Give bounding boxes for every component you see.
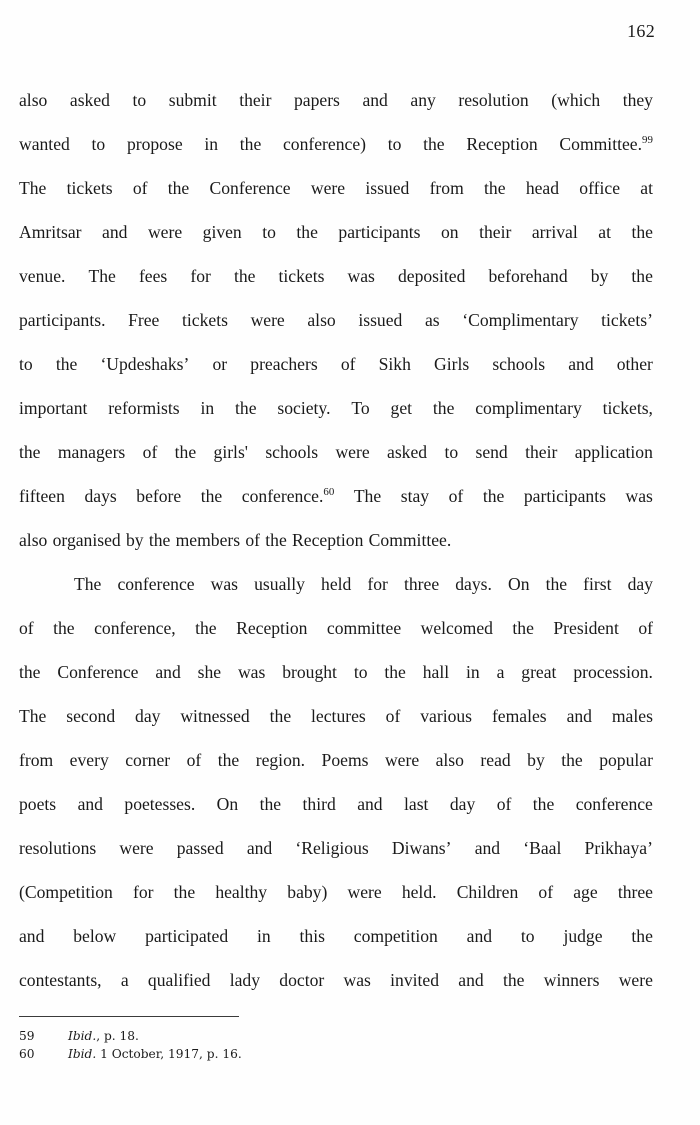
word: Conference [57,662,139,682]
word: the [259,794,282,814]
word: ‘Baal [523,838,562,858]
word: participated [145,926,229,946]
word: the [200,486,223,506]
word: reformists [108,398,180,418]
word: beforehand [488,266,568,286]
word: the [195,618,217,638]
word: organised [52,530,121,550]
text-line [19,606,653,650]
word: papers [293,90,340,110]
text-line [19,782,653,826]
word: the [296,222,318,242]
word: tickets [182,310,228,330]
word: On [507,574,530,594]
word: committee [326,618,402,638]
word: tickets [66,178,113,198]
word: the [532,794,555,814]
word: or [212,354,228,374]
word: Reception [236,618,308,638]
word: ‘Complimentary [462,310,579,330]
word: of [142,442,158,462]
word: held [321,574,352,594]
text-line [19,474,653,518]
word: in [204,134,219,154]
word: their [525,442,558,462]
word: last [404,794,429,814]
word: region. [255,750,306,770]
text-line [19,430,653,474]
footnote-marker[interactable]: 99 [642,134,653,147]
word: competition [353,926,438,946]
footnote-number: 59 [19,1029,35,1043]
word: and [466,926,493,946]
word: to [520,926,535,946]
word: of [638,618,653,638]
word: first [583,574,612,594]
word: various [420,706,473,726]
word: the [631,926,653,946]
word: judge [563,926,603,946]
word: and [102,222,128,242]
word: of [448,486,464,506]
word: of [186,750,202,770]
word: were [618,970,653,990]
word: the [265,530,287,550]
word: males [611,706,653,726]
word: also [435,750,464,770]
word: the [173,882,196,902]
word: conference [117,574,195,594]
word: a [120,970,129,990]
word: by [125,530,144,550]
word: they [622,90,653,110]
word: conference.$^{60}$ [241,486,335,506]
word: welcomed [420,618,493,638]
word: the [53,618,75,638]
word: get [390,398,413,418]
word: Amritsar [19,222,82,242]
word: Conference [209,178,291,198]
word: from [19,750,54,770]
word: Committee.$^{99}$ [559,134,653,154]
word: issued [365,178,410,198]
word: their [479,222,512,242]
word: from [429,178,464,198]
text-line [19,870,653,914]
word: procession. [573,662,653,682]
word: the [239,134,262,154]
text-line [19,122,653,166]
word: the [631,222,653,242]
footnote-list [19,1028,653,1063]
word: conference [575,794,653,814]
word: the [235,398,257,418]
word: usually [254,574,305,594]
word: was [210,574,239,594]
footnote-entry [19,1046,653,1064]
word: fees [138,266,168,286]
word: were [335,442,370,462]
word: society. [277,398,331,418]
word: days [84,486,117,506]
word: the [482,486,505,506]
word: tickets, [602,398,653,418]
word: in [200,398,215,418]
word: at [640,178,653,198]
word: a [496,662,505,682]
word: wanted [19,134,70,154]
word: at [598,222,611,242]
word: days. [455,574,492,594]
text-line [19,210,653,254]
word: three [617,882,653,902]
word: poetesses. [124,794,196,814]
word: were [310,178,346,198]
word: managers [57,442,126,462]
word: of [496,794,512,814]
word: Diwans’ [391,838,452,858]
word: participants [338,222,421,242]
word: Sikh [378,354,411,374]
word: tickets’ [601,310,653,330]
word: witnessed [180,706,250,726]
word: for [190,266,211,286]
word: day [627,574,653,594]
word: schools [265,442,319,462]
word: passed [176,838,224,858]
text-line [19,342,653,386]
word: held. [401,882,437,902]
word: to [353,662,368,682]
word: head [525,178,560,198]
word: and [568,354,594,374]
word: of [132,178,148,198]
word: (which [551,90,601,110]
word: read [480,750,511,770]
word: tickets [278,266,325,286]
word: members [175,530,241,550]
word: venue. [19,266,66,286]
word: of [385,706,401,726]
paragraph-list [19,78,653,1002]
text-line [19,562,653,606]
word: On [216,794,239,814]
word: also [19,530,48,550]
word: Girls [434,354,470,374]
word: Committee. [368,530,452,550]
word: the [174,442,197,462]
text-line [19,518,653,562]
text-line [19,298,653,342]
word: brought [282,662,337,682]
word: girls' [213,442,248,462]
word: second [66,706,116,726]
word: The [19,178,47,198]
word: invited [390,970,440,990]
word: issued [358,310,403,330]
word: three [404,574,440,594]
word: for [132,882,154,902]
body-text-block [19,78,653,1002]
footnote-text: Ibid. 1 October, 1917, p. 16. [68,1046,242,1061]
word: was [237,662,266,682]
word: the [384,662,406,682]
word: by [590,266,609,286]
word: to [444,442,459,462]
text-line [19,694,653,738]
word: asked [69,90,110,110]
word: day [449,794,476,814]
word: propose [126,134,183,154]
text-line [19,650,653,694]
word: the [269,706,292,726]
word: The [88,266,116,286]
word: in [466,662,480,682]
word: this [299,926,325,946]
text-line [19,914,653,958]
word: of [538,882,554,902]
word: the [233,266,256,286]
word: The [353,486,382,506]
footnote-separator-rule [19,1016,239,1017]
word: conference) [282,134,366,154]
footnote-number: 60 [19,1046,35,1061]
word: Reception [292,530,364,550]
footnote-text: Ibid., p. 18. [68,1029,139,1043]
word: on [441,222,459,242]
text-line [19,738,653,782]
word: third [302,794,336,814]
word: were [250,310,285,330]
word: to [132,90,147,110]
word: ‘Updeshaks’ [100,354,190,374]
word: lectures [311,706,366,726]
word: preachers [250,354,318,374]
word: to [262,222,276,242]
word: was [625,486,653,506]
text-line [19,386,653,430]
word: the [423,134,445,154]
word: (Competition [19,882,113,902]
word: contestants, [19,970,102,990]
word: other [616,354,653,374]
word: were [347,882,382,902]
word: was [347,266,375,286]
word: winners [543,970,600,990]
word: and [19,926,45,946]
word: fifteen [19,486,65,506]
word: the [432,398,455,418]
word: healthy [215,882,268,902]
word: conference, [94,618,176,638]
word: The [19,706,47,726]
text-line [19,254,653,298]
word: the [148,530,171,550]
footnote-entry [19,1028,653,1046]
word: Prikhaya’ [584,838,653,858]
word: were [147,222,183,242]
word: and [566,706,592,726]
word: important [19,398,88,418]
word: the [19,442,41,462]
word: stay [400,486,430,506]
word: of [340,354,356,374]
word: Reception [466,134,538,154]
word: were [119,838,154,858]
word: complimentary [475,398,582,418]
word: the [545,574,568,594]
word: Free [128,310,160,330]
word: qualified [147,970,211,990]
word: and [77,794,103,814]
paragraph [19,78,653,562]
word: their [239,90,272,110]
word: Children [456,882,519,902]
word: submit [168,90,217,110]
footnote-marker[interactable]: 60 [323,486,335,499]
word: before [136,486,182,506]
word: President [553,618,619,638]
word: the [631,266,653,286]
word: in [256,926,271,946]
word: for [367,574,388,594]
word: any [410,90,436,110]
footnote-source-title: Ibid. [68,1046,97,1061]
word: below [73,926,117,946]
word: the [561,750,583,770]
word: participants [523,486,606,506]
word: send [475,442,508,462]
word: the [217,750,240,770]
word: hall [422,662,450,682]
word: to [387,134,402,154]
word: schools [492,354,546,374]
word: and [155,662,181,682]
word: females [491,706,547,726]
word: corner [125,750,171,770]
word: arrival [531,222,578,242]
word: every [69,750,109,770]
word: and [362,90,388,110]
word: and [357,794,383,814]
word: day [135,706,161,726]
word: Poems [321,750,369,770]
word: the [19,662,41,682]
word: popular [599,750,653,770]
word: age [573,882,598,902]
word: and [246,838,273,858]
word: asked [387,442,428,462]
text-line [19,78,653,122]
word: given [202,222,242,242]
word: To [351,398,370,418]
word: she [197,662,222,682]
word: participants. [19,310,106,330]
word: doctor [279,970,325,990]
word: as [424,310,440,330]
word: to [91,134,106,154]
word: resolutions [19,838,97,858]
text-line [19,166,653,210]
word: and [474,838,501,858]
word: the [502,970,525,990]
paragraph [19,562,653,1002]
word: The [74,574,102,594]
word: office [579,178,620,198]
word: the [167,178,190,198]
word: baby) [287,882,328,902]
page-number: 162 [627,21,655,41]
word: lady [229,970,261,990]
word: application [574,442,653,462]
word: resolution [458,90,529,110]
word: of [19,618,34,638]
word: and [458,970,484,990]
footnote-source-title: Ibid. [68,1029,97,1043]
text-line [19,826,653,870]
word: the [512,618,534,638]
word: poets [19,794,57,814]
word: were [384,750,420,770]
word: by [527,750,545,770]
word: great [521,662,557,682]
word: was [343,970,371,990]
word: also [307,310,336,330]
word: the [484,178,506,198]
word: to [19,354,33,374]
word: also [19,90,48,110]
word: the [55,354,78,374]
word: ‘Religious [295,838,369,858]
word: deposited [397,266,466,286]
word: of [245,530,261,550]
text-line [19,958,653,1002]
